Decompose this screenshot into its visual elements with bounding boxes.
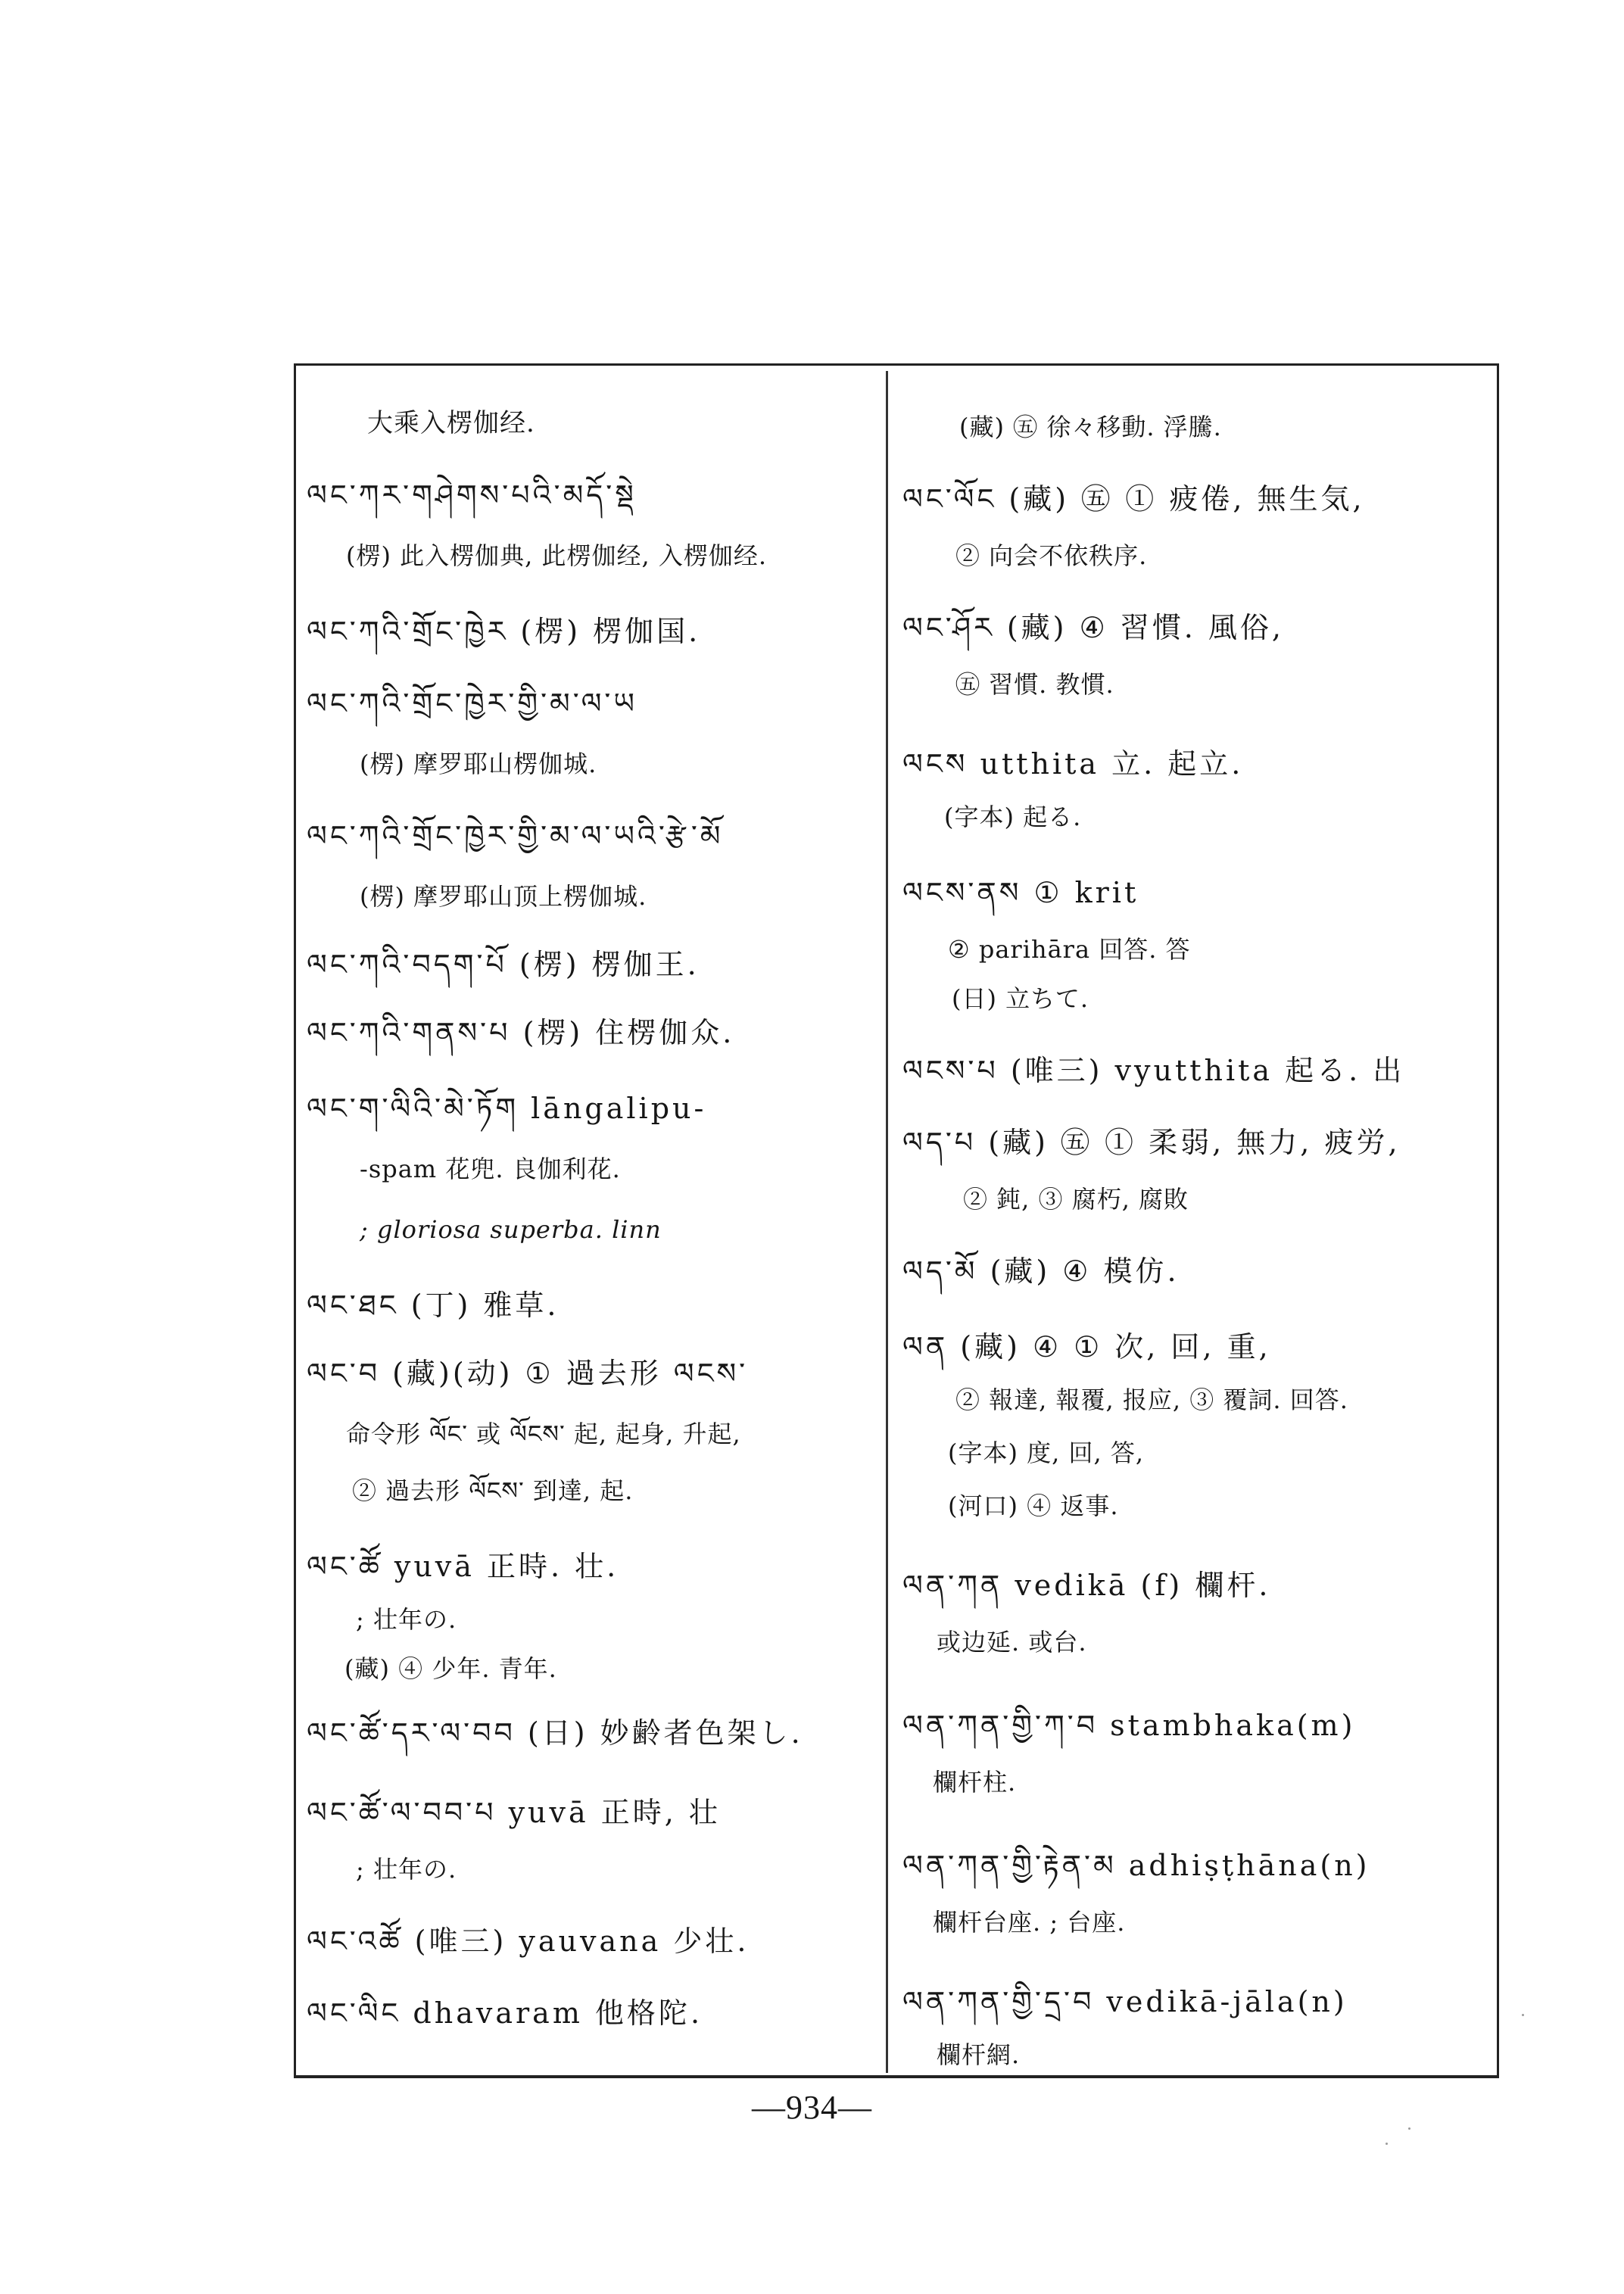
entry-gloss: 命令形 ལོང་ 或 ལོངས་ 起, 起身, 升起, (346, 1420, 741, 1448)
entry-headword: ལང་ཀར་གཤེགས་པའི་མདོ་སྡེ (307, 478, 637, 512)
entry-gloss: (楞) 摩罗耶山楞伽城. (360, 750, 597, 778)
entry-headword: ལང་ཐང (丁) 雅草. (307, 1289, 560, 1322)
entry-headword: ལད་མོ (藏) ④ 模仿. (902, 1255, 1180, 1288)
entry-headword: ལང་བ (藏)(动) ① 過去形 ལངས་ (307, 1357, 749, 1390)
entry-headword: ལངས་ནས ① krit (902, 876, 1139, 909)
entry-gloss: ② 鈍, ③ 腐朽, 腐敗 (963, 1185, 1189, 1214)
entry-headword: ལང་ཀའི་གྲོང་ཁྱེར་གྱི་མ་ལ་ཡའི་རྩེ་མོ (307, 819, 724, 852)
entry-gloss: ; 壮年の. (356, 1855, 457, 1884)
entry-gloss: (河口) ④ 返事. (948, 1491, 1119, 1520)
scan-speck (1522, 2014, 1524, 2016)
entry-gloss: (楞) 此入楞伽典, 此楞伽经, 入楞伽经. (346, 541, 768, 570)
entry-headword: ལང་ལིང dhavaram 他格陀. (307, 1996, 703, 2030)
entry-gloss: ; gloriosa superba. linn (360, 1215, 662, 1244)
entry-gloss: ㊄ 習慣. 教慣. (955, 670, 1114, 699)
entry-headword: ལང་ཚོ་དར་ལ་བབ (日) 妙齢者色架し. (307, 1716, 803, 1750)
scan-speck (1386, 2143, 1388, 2145)
entry-gloss: (字本) 起る. (944, 803, 1082, 831)
entry-headword: ལང་འཚོ (唯三) yauvana 少壮. (307, 1925, 750, 1958)
entry-gloss: 欄杆柱. (933, 1768, 1017, 1797)
entry-gloss: 或边延. 或台. (937, 1628, 1087, 1657)
entry-headword: ལན་ཀན་གྱི་རྟེན་མ adhiṣṭhāna(n) (902, 1849, 1370, 1882)
entry-headword: ལང་ཚོ yuvā 正時. 壮. (307, 1550, 619, 1583)
entry-headword: ལན་ཀན་གྱི་དྲ་བ vedikā-jāla(n) (902, 1985, 1348, 2018)
entry-gloss: (藏) ④ 少年. 青年. (344, 1654, 557, 1683)
entry-gloss: ; 壮年の. (356, 1605, 457, 1634)
entry-headword: ལད་པ (藏) ㊄ ① 柔弱, 無力, 疲労, (902, 1126, 1401, 1159)
entry-headword: ལན་ཀན་གྱི་ཀ་བ stambhaka(m) (902, 1709, 1356, 1742)
entry-gloss: 欄杆網. (937, 2040, 1021, 2069)
entry-headword: ལན (藏) ④ ① 次, 回, 重, (902, 1330, 1271, 1364)
entry-headword: ལང་ལོང (藏) ㊄ ① 疲倦, 無生気, (902, 482, 1365, 516)
column-divider (886, 371, 888, 2073)
entry-gloss: ② 報達, 報覆, 报应, ③ 覆詞. 回答. (955, 1385, 1348, 1414)
entry-gloss: ② 向会不依秩序. (955, 541, 1148, 570)
entry-gloss: -spam 花兜. 良伽利花. (360, 1155, 621, 1183)
entry-headword: ལང་ཀའི་གནས་པ (楞) 住楞伽众. (307, 1016, 735, 1049)
entry-gloss: ② 過去形 ལོངས་ 到達, 起. (352, 1476, 634, 1505)
entry-headword: ལང་ཤོར (藏) ④ 習慣. 風俗, (902, 611, 1284, 644)
entry-headword: ལང་ཀའི་བདག་པོ (楞) 楞伽王. (307, 948, 700, 981)
entry-headword: ལང་ག་ལིའི་མེ་ཏོག lāngalipu- (307, 1092, 707, 1125)
entry-gloss: (藏) ㊄ 徐々移動. 浮騰. (959, 413, 1222, 441)
entry-gloss: (日) 立ちて. (952, 984, 1089, 1013)
entry-headword: ལང་ཀའི་གྲོང་ཁྱེར་གྱི་མ་ལ་ཡ (307, 687, 637, 720)
entry-gloss: (字本) 度, 回, 答, (948, 1438, 1145, 1467)
entry-headword: ལངས utthita 立. 起立. (902, 747, 1244, 781)
entry-gloss: 欄杆台座. ; 台座. (933, 1908, 1126, 1937)
entry-gloss: (楞) 摩罗耶山顶上楞伽城. (360, 882, 647, 911)
scan-speck (1408, 2127, 1410, 2130)
entry-headword: ལང་ཚོ་ལ་བབ་པ yuvā 正時, 壮 (307, 1796, 721, 1829)
entry-gloss: 大乘入楞伽经. (367, 408, 535, 438)
page-number: —934— (752, 2089, 872, 2126)
entry-headword: ལང་ཀའི་གྲོང་ཁྱེར (楞) 楞伽国. (307, 615, 701, 648)
entry-headword: ལན་ཀན vedikā (f) 欄杆. (902, 1569, 1271, 1602)
entry-gloss: ② parihāra 回答. 答 (948, 935, 1191, 964)
entry-headword: ལངས་པ (唯三) vyutthita 起る. 出 (902, 1054, 1405, 1087)
